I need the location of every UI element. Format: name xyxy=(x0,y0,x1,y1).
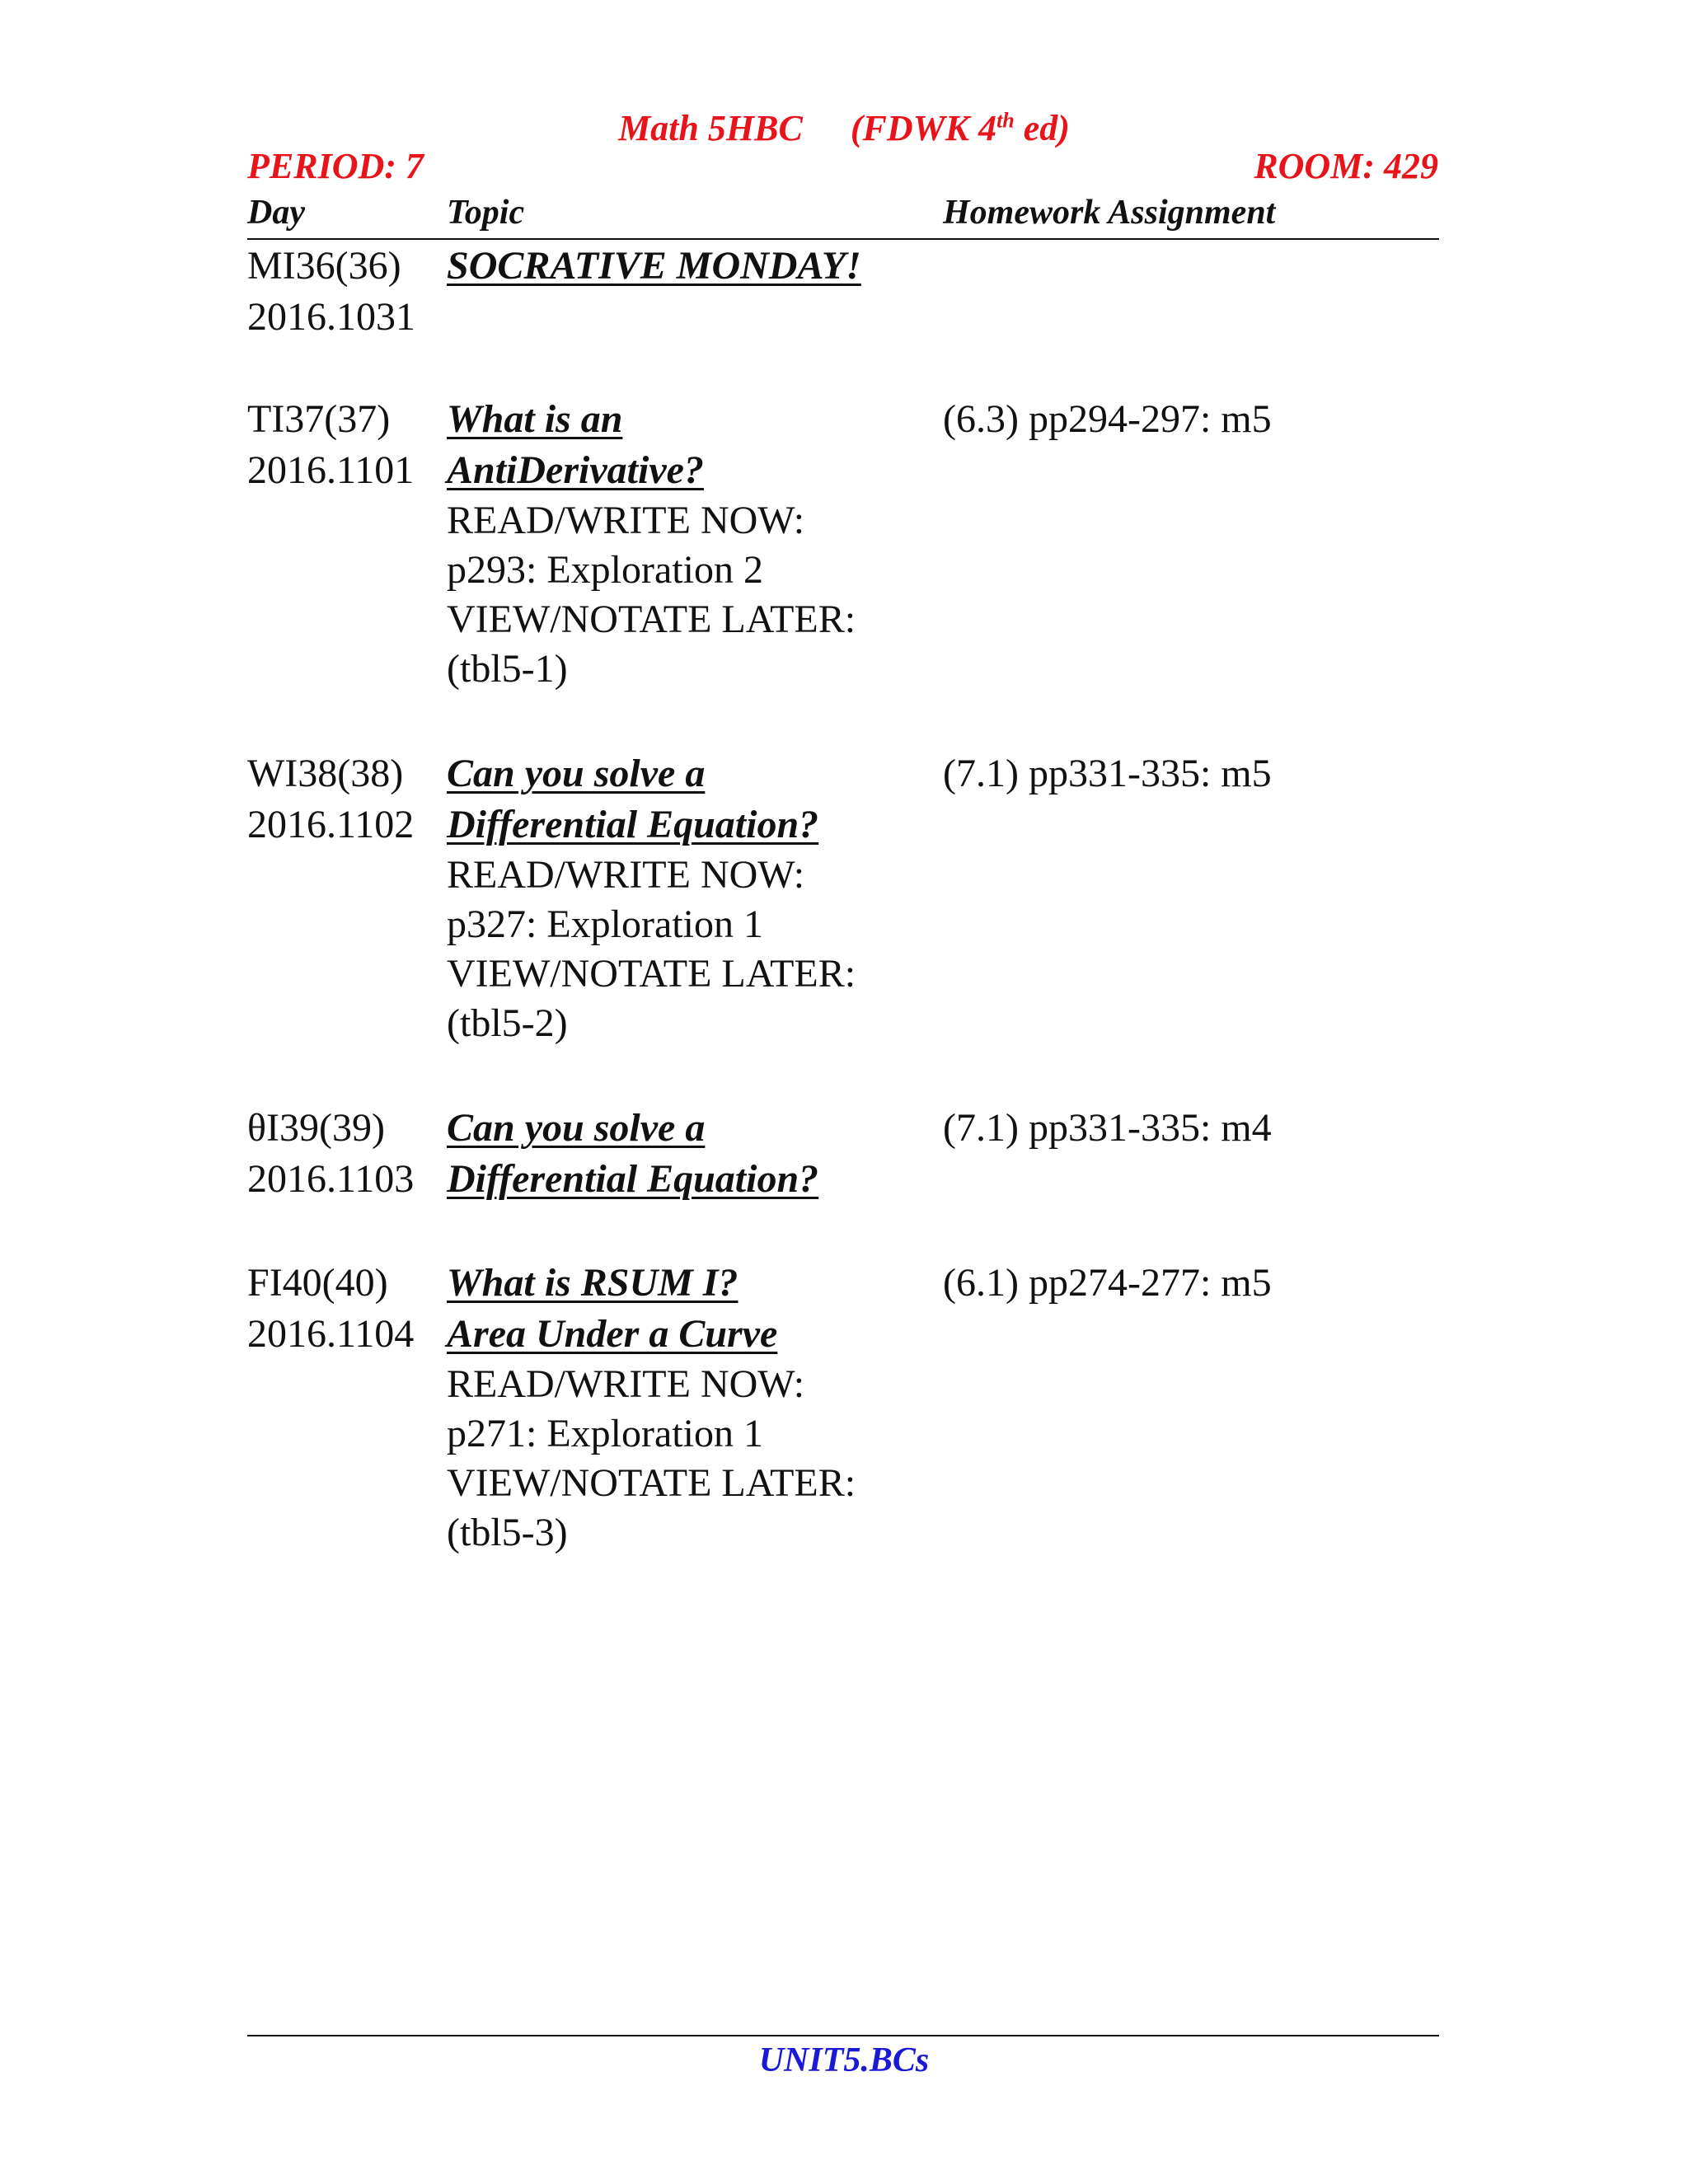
homework-cell: (6.3) pp294-297: m5 xyxy=(943,397,1272,441)
day-date: 2016.1102 xyxy=(247,803,415,846)
period-label: PERIOD: 7 xyxy=(247,146,424,186)
day-code: FI40(40) xyxy=(247,1261,388,1305)
day-code: WI38(38) xyxy=(247,752,404,795)
day-cell xyxy=(247,241,415,343)
day-date: 2016.1104 xyxy=(247,1312,415,1356)
header-divider xyxy=(247,238,1439,240)
textbook-label: (FDWK 4th ed) xyxy=(850,107,1070,148)
topic-cell xyxy=(447,241,933,292)
topic-cell xyxy=(447,394,933,694)
topic-note: (tbl5-1) xyxy=(447,647,568,691)
homework-cell: (6.1) pp274-277: m5 xyxy=(943,1261,1272,1305)
topic-note: VIEW/NOTATE LATER: xyxy=(447,598,856,641)
topic-note: VIEW/NOTATE LATER: xyxy=(447,1461,856,1505)
topic-cell xyxy=(447,1258,933,1558)
day-cell xyxy=(247,748,414,851)
footer-divider xyxy=(247,2035,1439,2036)
topic-note: VIEW/NOTATE LATER: xyxy=(447,952,856,996)
topic-title: Can you solve a xyxy=(447,752,706,795)
topic-title: What is RSUM I? xyxy=(447,1261,738,1305)
room-label: ROOM: 429 xyxy=(1254,146,1438,186)
homework-cell: (7.1) pp331-335: m5 xyxy=(943,752,1272,795)
topic-note: p293: Exploration 2 xyxy=(447,548,763,592)
topic-note: READ/WRITE NOW: xyxy=(447,499,805,542)
topic-title: AntiDerivative? xyxy=(447,448,704,492)
topic-title: What is an xyxy=(447,397,623,441)
topic-note: (tbl5-2) xyxy=(447,1001,568,1045)
day-date: 2016.1031 xyxy=(247,295,415,339)
homework-cell: (7.1) pp331-335: m4 xyxy=(943,1106,1272,1150)
topic-title: Area Under a Curve xyxy=(447,1312,778,1356)
day-code: TI37(37) xyxy=(247,397,391,441)
topic-title: Can you solve a xyxy=(447,1106,706,1150)
footer-label: UNIT5.BCs xyxy=(758,2041,930,2079)
day-cell xyxy=(247,1103,414,1205)
topic-cell xyxy=(447,1103,933,1205)
topic-note: READ/WRITE NOW: xyxy=(447,853,805,897)
day-cell xyxy=(247,1258,414,1360)
column-header-topic: Topic xyxy=(447,194,525,232)
day-date: 2016.1103 xyxy=(247,1157,415,1201)
topic-title: SOCRATIVE MONDAY! xyxy=(447,244,861,288)
topic-note: READ/WRITE NOW: xyxy=(447,1362,805,1406)
topic-note: p327: Exploration 1 xyxy=(447,902,763,946)
topic-title: Differential Equation? xyxy=(447,1157,819,1201)
column-header-day: Day xyxy=(247,194,305,232)
topic-note: p271: Exploration 1 xyxy=(447,1412,763,1455)
day-cell xyxy=(247,394,414,496)
topic-title: Differential Equation? xyxy=(447,803,819,846)
day-code: MI36(36) xyxy=(247,244,401,288)
day-code: θI39(39) xyxy=(247,1106,385,1150)
day-date: 2016.1101 xyxy=(247,448,415,492)
topic-note: (tbl5-3) xyxy=(447,1511,568,1554)
topic-cell xyxy=(447,748,933,1048)
course-name: Math 5HBC xyxy=(618,107,803,148)
column-header-homework: Homework Assignment xyxy=(943,194,1276,232)
